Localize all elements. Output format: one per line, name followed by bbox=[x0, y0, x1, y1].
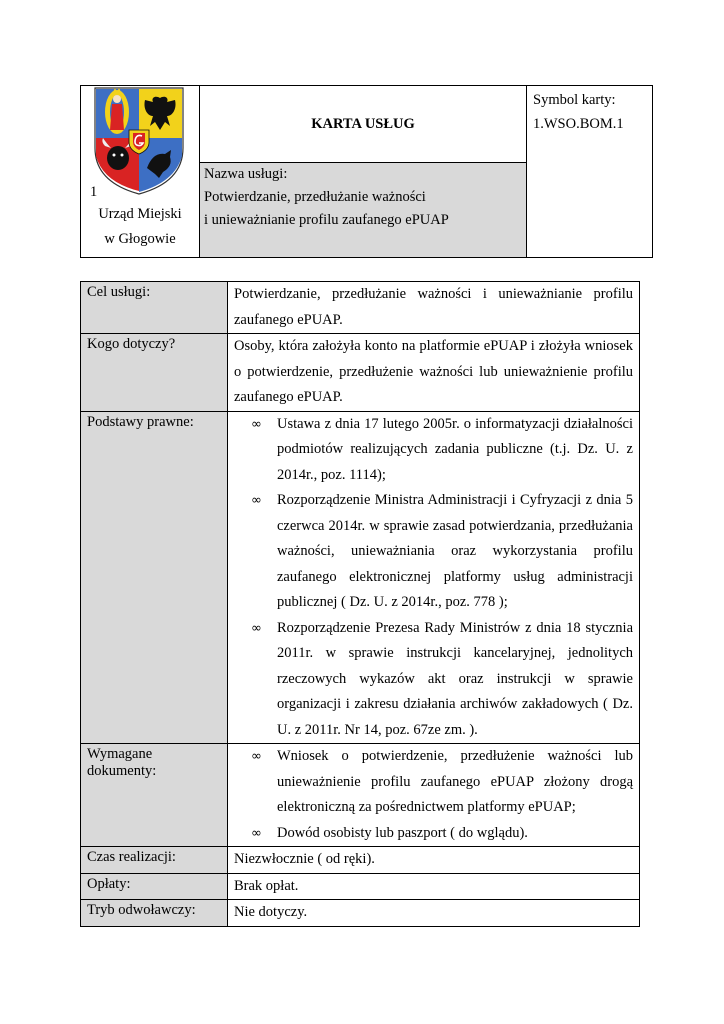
row-value-cel: Potwierdzanie, przedłużanie ważności i unieważnianie profilu zaufanego ePUAP. bbox=[228, 282, 640, 334]
row-label-kogo: Kogo dotyczy? bbox=[81, 334, 228, 412]
row-value-kogo: Osoby, która założyła konto na platformie ePUAP i złożyła wniosek o potwierdzenie, przedłużenie ważności lub unieważnienie profilu zaufanego ePUAP. bbox=[228, 334, 640, 412]
table-row bbox=[81, 744, 640, 847]
row-label-wymagane: Wymagane dokumenty: bbox=[81, 744, 228, 847]
legal-basis-list bbox=[234, 412, 633, 744]
coat-of-arms-icon bbox=[93, 86, 185, 196]
table-row bbox=[81, 847, 640, 874]
bullet-infinity-icon: ∞ bbox=[251, 493, 262, 508]
list-item-text: Rozporządzenie Ministra Administracji i Cyfryzacji z dnia 5 czerwca 2014r. w sprawie zasad potwierdzania, przedłużania ważności, unieważniania oraz wykorzystania profilu zaufanego elektronicznej platformy usług administracji publicznej ( Dz. U. z 2014r., poz. 778 ); bbox=[277, 492, 633, 610]
list-item bbox=[234, 616, 633, 744]
bullet-infinity-icon: ∞ bbox=[251, 620, 262, 636]
service-name-label: Nazwa usługi: bbox=[204, 166, 288, 182]
row-value-podstawy bbox=[228, 411, 640, 744]
header-table bbox=[80, 85, 653, 258]
list-item bbox=[234, 412, 633, 489]
bullet-infinity-icon: ∞ bbox=[251, 416, 262, 432]
row-label-oplaty: Opłaty: bbox=[81, 873, 228, 900]
service-name-line2: i unieważnianie profilu zaufanego ePUAP bbox=[204, 212, 449, 228]
logo-number: 1 bbox=[90, 184, 98, 200]
service-name-line1: Potwierdzanie, przedłużanie ważności bbox=[204, 189, 426, 205]
required-documents-list bbox=[234, 744, 633, 846]
table-row bbox=[81, 900, 640, 927]
row-label-tryb: Tryb odwoławczy: bbox=[81, 900, 228, 927]
list-item-text: Rozporządzenie Prezesa Rady Ministrów z dnia 18 stycznia 2011r. w sprawie instrukcji kancelaryjnej, jednolitych rzeczowych wykazów akt oraz instrukcji w sprawie organizacji i zakresu działania archiwów zakładowych ( Dz. U. z 2011r. Nr 14, poz. 67ze zm. ). bbox=[277, 619, 633, 738]
bullet-infinity-icon: ∞ bbox=[251, 825, 262, 841]
office-name-line2: w Głogowie bbox=[104, 231, 176, 247]
service-name-cell bbox=[200, 163, 527, 258]
row-label-podstawy: Podstawy prawne: bbox=[81, 411, 228, 744]
bullet-infinity-icon: ∞ bbox=[251, 749, 262, 764]
office-name-line1: Urząd Miejski bbox=[98, 206, 182, 222]
list-item bbox=[234, 744, 633, 821]
list-item-text: Wniosek o potwierdzenie, przedłużenie ważności lub unieważnienie profilu zaufanego ePUAP złożony drogą elektroniczną za pośrednictwem platformy ePUAP; bbox=[277, 748, 633, 815]
list-item-text: Ustawa z dnia 17 lutego 2005r. o informatyzacji działalności podmiotów realizujących zadania publiczne (t.j. Dz. U. z 2014r., poz. 1114); bbox=[277, 415, 633, 483]
row-label-cel: Cel usługi: bbox=[81, 282, 228, 334]
row-value-czas: Niezwłocznie ( od ręki). bbox=[228, 847, 640, 874]
office-name bbox=[81, 202, 199, 252]
card-symbol-value: 1.WSO.BOM.1 bbox=[533, 116, 624, 132]
card-symbol-label: Symbol karty: bbox=[533, 92, 616, 108]
table-row bbox=[81, 282, 640, 334]
row-value-oplaty: Brak opłat. bbox=[228, 873, 640, 900]
card-title: KARTA USŁUG bbox=[200, 86, 527, 163]
list-item bbox=[234, 488, 633, 616]
list-item-text: Dowód osobisty lub paszport ( do wglądu). bbox=[277, 824, 528, 841]
row-label-czas: Czas realizacji: bbox=[81, 847, 228, 874]
row-value-tryb: Nie dotyczy. bbox=[228, 900, 640, 927]
table-row bbox=[81, 411, 640, 744]
logo-cell bbox=[81, 86, 200, 258]
table-row bbox=[81, 873, 640, 900]
row-value-wymagane bbox=[228, 744, 640, 847]
service-details-table bbox=[80, 281, 640, 927]
card-symbol bbox=[527, 86, 653, 258]
table-row bbox=[81, 334, 640, 412]
list-item bbox=[234, 821, 633, 847]
